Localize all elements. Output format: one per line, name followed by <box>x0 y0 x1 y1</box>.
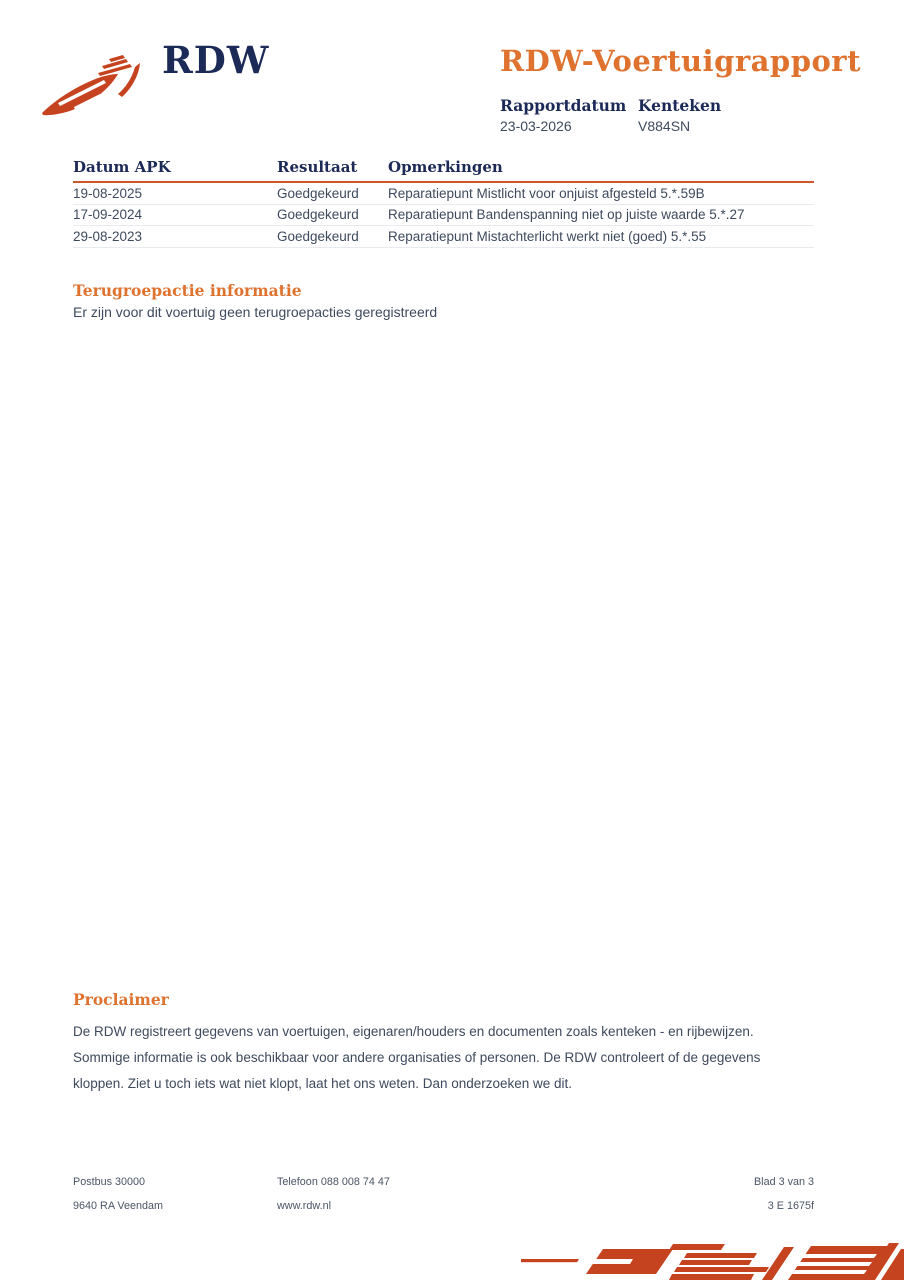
cell-resultaat: Goedgekeurd <box>277 207 359 223</box>
proclaimer-line: De RDW registreert gegevens van voertuigen, eigenaren/houders en documenten zoals kenteken - en rijbewijzen. <box>73 1024 754 1039</box>
page-title: RDW-Voertuigrapport <box>500 44 861 78</box>
table-row <box>73 226 814 248</box>
footer-page-info <box>73 1170 814 1218</box>
proclaimer-line: Sommige informatie is ook beschikbaar voor andere organisaties of personen. De RDW controleert of de gegevens <box>73 1050 761 1065</box>
cell-datum: 17-09-2024 <box>73 207 143 223</box>
column-header-datum-apk: Datum APK <box>73 158 171 176</box>
apk-table-header-row <box>73 158 814 183</box>
cell-datum: 29-08-2023 <box>73 228 143 244</box>
recall-section-title: Terugroepactie informatie <box>73 281 302 300</box>
cell-opmerkingen: Reparatiepunt Mistachterlicht werkt niet (goed) 5.*.55 <box>388 228 707 244</box>
rdw-stripes-graphic <box>521 1243 904 1280</box>
cell-datum: 19-08-2025 <box>73 185 143 201</box>
footer-address-line2: 9640 RA Veendam <box>73 1200 164 1212</box>
column-header-opmerkingen: Opmerkingen <box>388 158 503 176</box>
footer-page-indicator: Blad 3 van 3 <box>753 1176 814 1188</box>
table-row <box>73 205 814 227</box>
table-row <box>73 183 814 205</box>
apk-history-table <box>73 158 814 248</box>
rdw-wing-logo-icon <box>38 54 150 118</box>
proclaimer-section-title: Proclaimer <box>73 990 169 1009</box>
cell-opmerkingen: Reparatiepunt Bandenspanning niet op juiste waarde 5.*.27 <box>388 207 745 223</box>
rdw-logo-wordmark: RDW <box>162 38 270 82</box>
recall-section-body: Er zijn voor dit voertuig geen terugroepacties geregistreerd <box>73 304 438 320</box>
proclaimer-line: kloppen. Ziet u toch iets wat niet klopt, laat het ons weten. Dan onderzoeken we dit. <box>73 1076 573 1091</box>
cell-opmerkingen: Reparatiepunt Mistlicht voor onjuist afgesteld 5.*.59B <box>388 185 705 201</box>
cell-resultaat: Goedgekeurd <box>277 185 359 201</box>
proclaimer-section-body <box>73 1019 818 1097</box>
license-plate-label: Kenteken <box>638 96 722 115</box>
column-header-resultaat: Resultaat <box>277 158 358 176</box>
report-date-value: 23-03-2026 <box>500 118 572 134</box>
footer-website: www.rdw.nl <box>277 1200 331 1212</box>
report-date-label: Rapportdatum <box>500 96 627 115</box>
cell-resultaat: Goedgekeurd <box>277 228 359 244</box>
footer-phone: Telefoon 088 008 74 47 <box>277 1176 390 1188</box>
footer-form-code: 3 E 1675f <box>767 1200 814 1212</box>
footer-address-line1: Postbus 30000 <box>73 1176 146 1188</box>
license-plate-value: V884SN <box>638 118 691 134</box>
